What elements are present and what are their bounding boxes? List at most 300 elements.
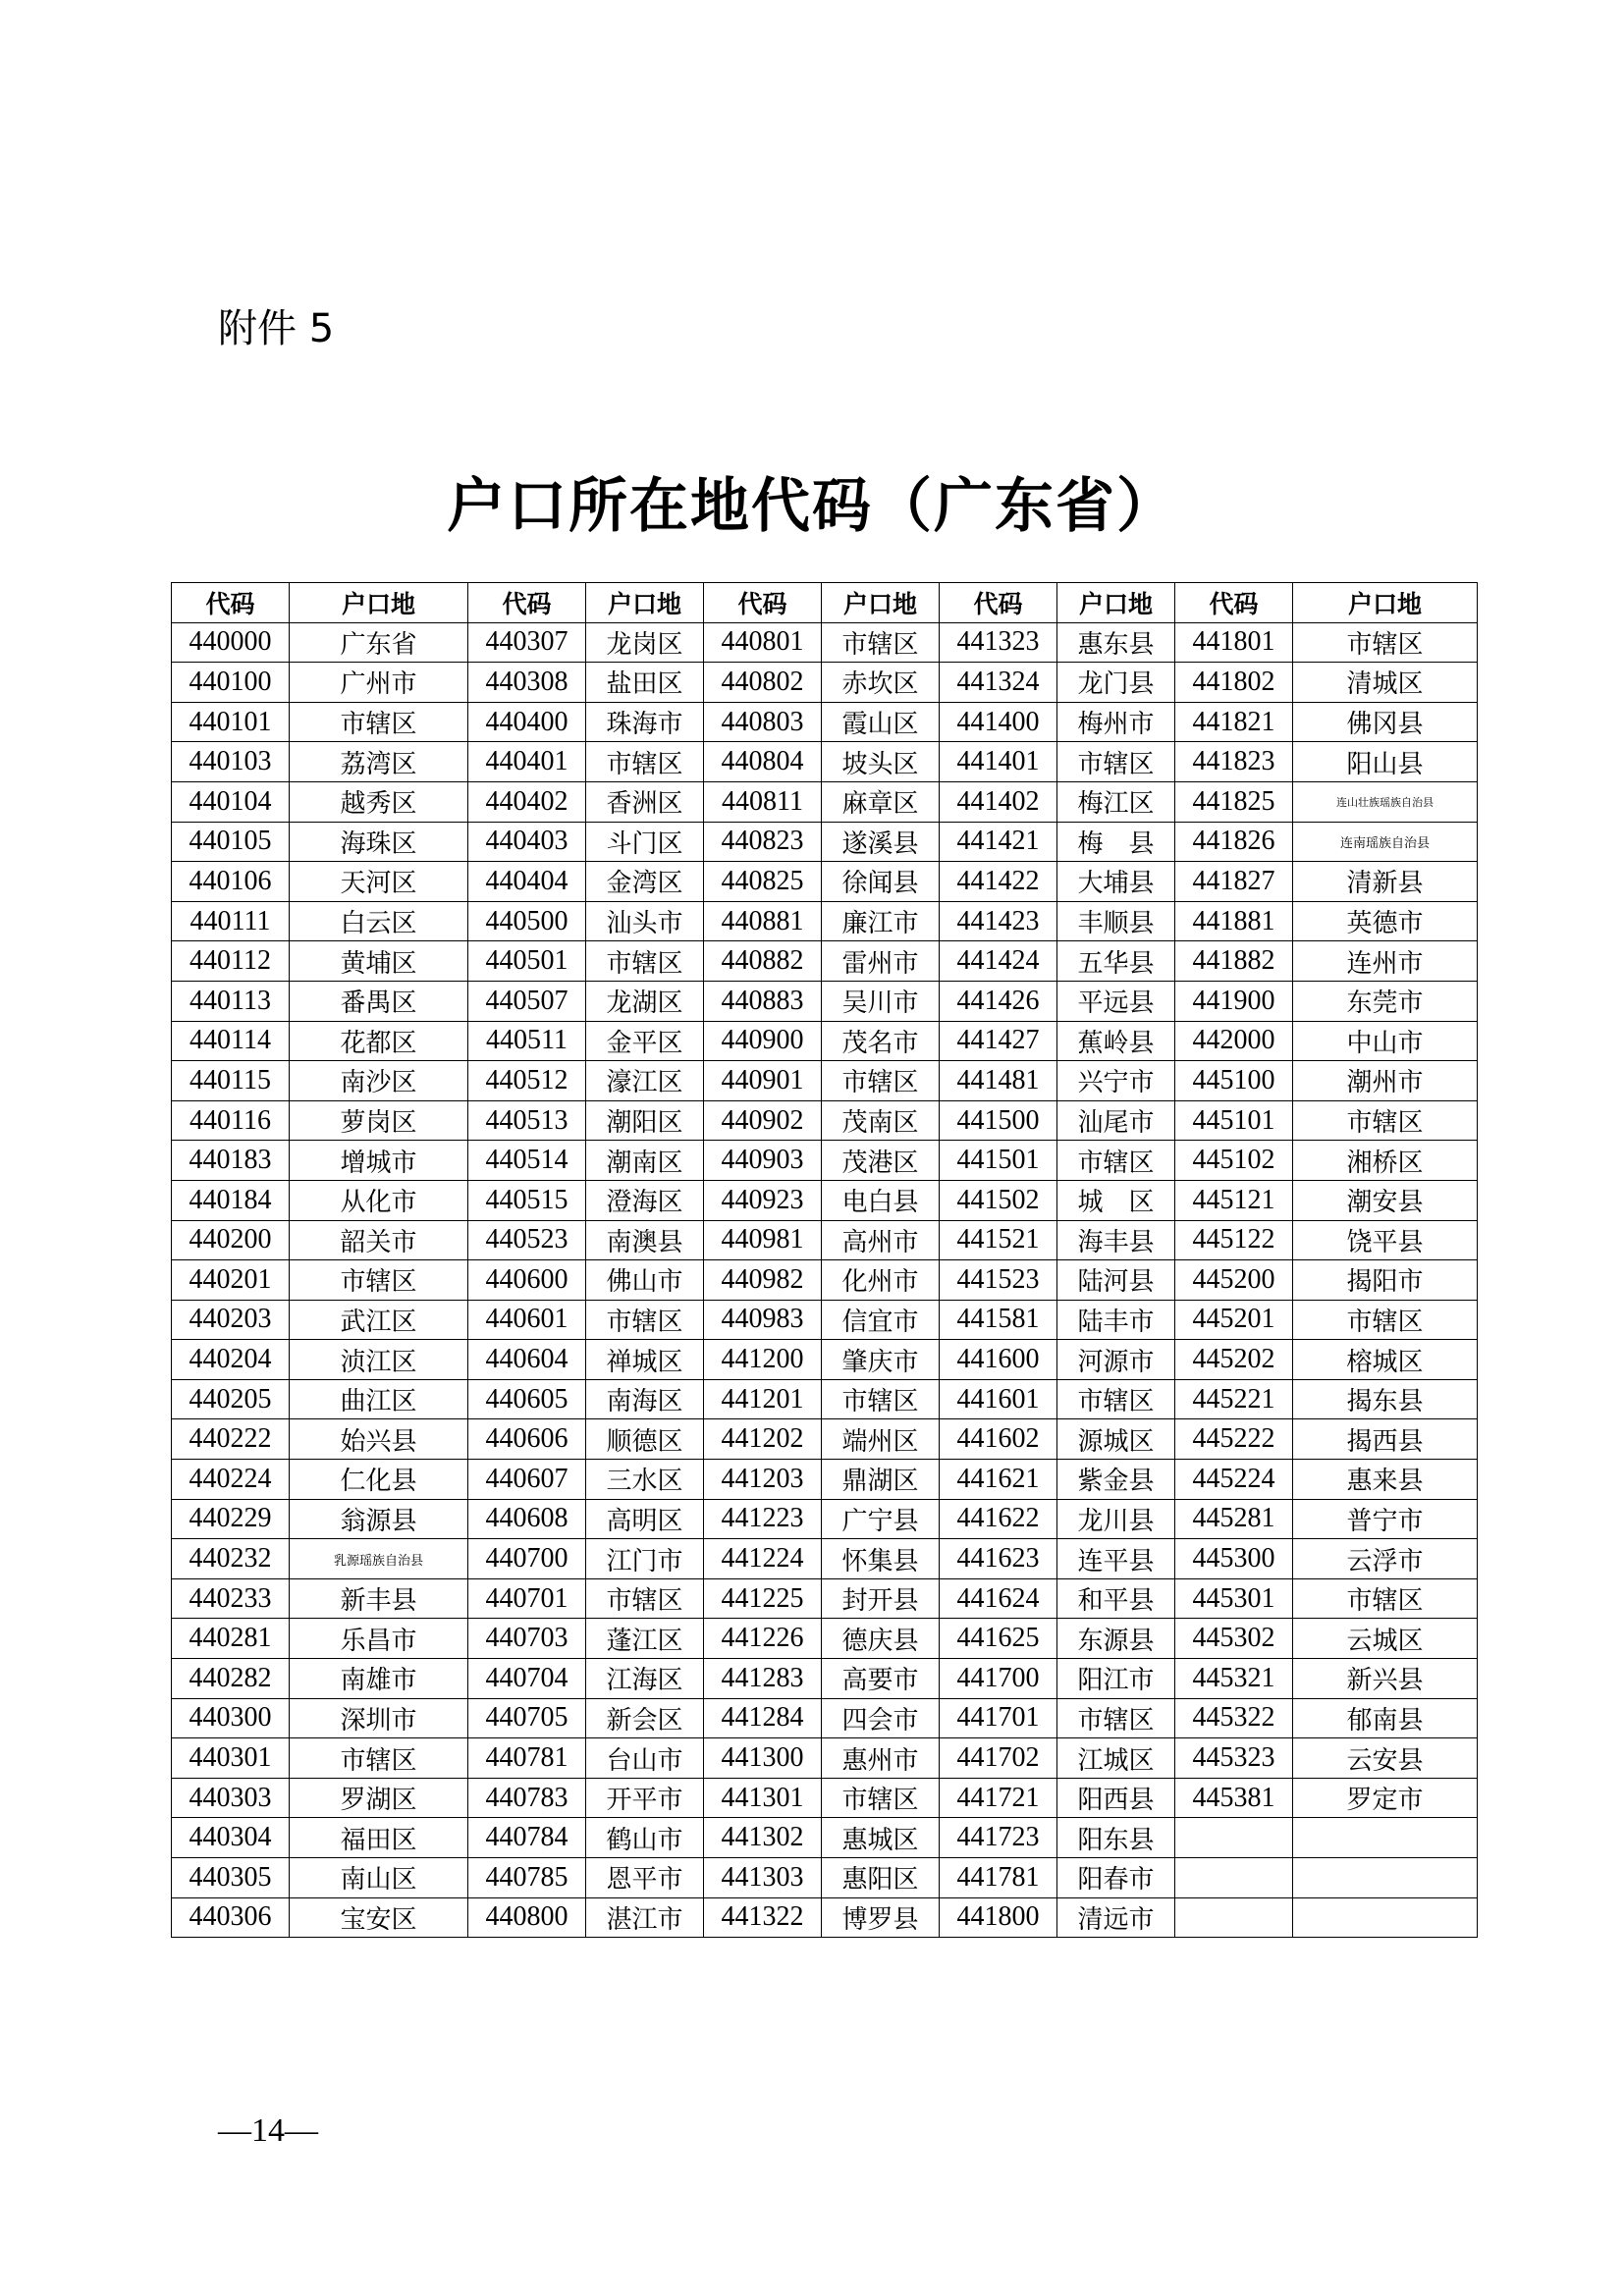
code-cell: 441823 — [1175, 742, 1293, 782]
code-cell: 441401 — [940, 742, 1057, 782]
table-body — [172, 622, 1478, 1938]
header-place-3: 户口地 — [822, 583, 940, 623]
table-row — [172, 781, 1478, 822]
place-cell: 清远市 — [1057, 1897, 1175, 1938]
place-cell: 市辖区 — [586, 742, 704, 782]
place-cell: 市辖区 — [290, 702, 468, 742]
code-cell: 441701 — [940, 1698, 1057, 1738]
code-cell: 441422 — [940, 862, 1057, 902]
header-code-2: 代码 — [468, 583, 586, 623]
code-cell: 440103 — [172, 742, 290, 782]
code-cell: 442000 — [1175, 1021, 1293, 1061]
place-cell: 开平市 — [586, 1778, 704, 1818]
place-cell: 市辖区 — [586, 1578, 704, 1619]
code-cell: 441700 — [940, 1659, 1057, 1699]
code-cell: 440785 — [468, 1858, 586, 1898]
code-cell: 440601 — [468, 1300, 586, 1340]
code-cell: 440113 — [172, 981, 290, 1021]
code-cell: 441201 — [704, 1379, 822, 1419]
code-cell: 440101 — [172, 702, 290, 742]
page-title: 户口所在地代码（广东省） — [447, 472, 1177, 541]
code-cell: 440222 — [172, 1419, 290, 1460]
region-code-table — [171, 582, 1478, 1938]
code-cell: 440308 — [468, 663, 586, 703]
place-cell: 市辖区 — [1293, 1100, 1478, 1141]
code-cell: 445202 — [1175, 1340, 1293, 1380]
place-cell: 市辖区 — [586, 941, 704, 982]
code-cell: 441283 — [704, 1659, 822, 1699]
code-cell: 445122 — [1175, 1220, 1293, 1260]
place-cell: 珠海市 — [586, 702, 704, 742]
place-cell: 市辖区 — [1057, 1698, 1175, 1738]
code-cell: 440400 — [468, 702, 586, 742]
code-cell: 440224 — [172, 1460, 290, 1500]
place-cell: 鼎湖区 — [822, 1460, 940, 1500]
place-cell: 番禺区 — [290, 981, 468, 1021]
table-row — [172, 1499, 1478, 1539]
place-cell: 电白县 — [822, 1180, 940, 1220]
place-cell: 大埔县 — [1057, 862, 1175, 902]
place-cell: 揭阳市 — [1293, 1260, 1478, 1301]
place-cell: 湛江市 — [586, 1897, 704, 1938]
place-cell: 茂港区 — [822, 1141, 940, 1181]
place-cell: 南海区 — [586, 1379, 704, 1419]
code-cell: 440803 — [704, 702, 822, 742]
place-cell: 封开县 — [822, 1578, 940, 1619]
place-cell: 廉江市 — [822, 901, 940, 941]
place-cell: 平远县 — [1057, 981, 1175, 1021]
place-cell: 阳西县 — [1057, 1778, 1175, 1818]
code-cell: 440825 — [704, 862, 822, 902]
code-cell: 440500 — [468, 901, 586, 941]
code-cell: 440801 — [704, 622, 822, 663]
code-cell: 445300 — [1175, 1539, 1293, 1579]
code-cell: 441900 — [1175, 981, 1293, 1021]
code-cell: 445301 — [1175, 1578, 1293, 1619]
place-cell: 惠州市 — [822, 1738, 940, 1779]
place-cell: 饶平县 — [1293, 1220, 1478, 1260]
code-cell: 445121 — [1175, 1180, 1293, 1220]
place-cell: 和平县 — [1057, 1578, 1175, 1619]
code-cell: 441825 — [1175, 781, 1293, 822]
code-cell: 445302 — [1175, 1619, 1293, 1659]
place-cell: 遂溪县 — [822, 822, 940, 862]
code-cell: 440404 — [468, 862, 586, 902]
place-cell: 云安县 — [1293, 1738, 1478, 1779]
place-cell: 金湾区 — [586, 862, 704, 902]
place-cell: 南澳县 — [586, 1220, 704, 1260]
place-cell: 市辖区 — [822, 1379, 940, 1419]
code-cell: 440513 — [468, 1100, 586, 1141]
place-cell: 普宁市 — [1293, 1499, 1478, 1539]
place-cell: 潮阳区 — [586, 1100, 704, 1141]
code-cell: 441723 — [940, 1818, 1057, 1858]
place-cell: 郁南县 — [1293, 1698, 1478, 1738]
code-cell: 441827 — [1175, 862, 1293, 902]
code-cell: 445100 — [1175, 1061, 1293, 1101]
code-cell: 440114 — [172, 1021, 290, 1061]
code-cell: 440282 — [172, 1659, 290, 1699]
code-cell: 440881 — [704, 901, 822, 941]
place-cell: 萝岗区 — [290, 1100, 468, 1141]
table-row — [172, 1778, 1478, 1818]
code-cell: 440800 — [468, 1897, 586, 1938]
place-cell: 曲江区 — [290, 1379, 468, 1419]
place-cell: 兴宁市 — [1057, 1061, 1175, 1101]
place-cell: 南沙区 — [290, 1061, 468, 1101]
place-cell: 坡头区 — [822, 742, 940, 782]
table-row — [172, 1858, 1478, 1898]
code-cell: 440000 — [172, 622, 290, 663]
place-cell — [1293, 1897, 1478, 1938]
place-cell: 江海区 — [586, 1659, 704, 1699]
place-cell: 仁化县 — [290, 1460, 468, 1500]
code-cell: 445221 — [1175, 1379, 1293, 1419]
code-cell: 440983 — [704, 1300, 822, 1340]
place-cell: 惠城区 — [822, 1818, 940, 1858]
place-cell: 盐田区 — [586, 663, 704, 703]
place-cell: 源城区 — [1057, 1419, 1175, 1460]
place-cell: 佛山市 — [586, 1260, 704, 1301]
place-cell: 清新县 — [1293, 862, 1478, 902]
code-cell: 440823 — [704, 822, 822, 862]
code-cell: 440203 — [172, 1300, 290, 1340]
code-cell: 440981 — [704, 1220, 822, 1260]
place-cell: 惠来县 — [1293, 1460, 1478, 1500]
code-cell: 440903 — [704, 1141, 822, 1181]
code-cell: 440200 — [172, 1220, 290, 1260]
place-cell: 吴川市 — [822, 981, 940, 1021]
code-cell: 441702 — [940, 1738, 1057, 1779]
place-cell: 端州区 — [822, 1419, 940, 1460]
place-cell: 龙门县 — [1057, 663, 1175, 703]
place-cell: 市辖区 — [1057, 1141, 1175, 1181]
code-cell: 440106 — [172, 862, 290, 902]
code-cell: 440303 — [172, 1778, 290, 1818]
table-row — [172, 1100, 1478, 1141]
place-cell: 始兴县 — [290, 1419, 468, 1460]
code-cell: 440781 — [468, 1738, 586, 1779]
table-row — [172, 702, 1478, 742]
code-cell: 441502 — [940, 1180, 1057, 1220]
place-cell: 花都区 — [290, 1021, 468, 1061]
table-row — [172, 1141, 1478, 1181]
code-cell: 440514 — [468, 1141, 586, 1181]
code-cell: 441424 — [940, 941, 1057, 982]
code-cell: 440204 — [172, 1340, 290, 1380]
code-cell: 445281 — [1175, 1499, 1293, 1539]
table-row — [172, 1818, 1478, 1858]
place-cell: 阳春市 — [1057, 1858, 1175, 1898]
place-cell: 英德市 — [1293, 901, 1478, 941]
place-cell: 清城区 — [1293, 663, 1478, 703]
code-cell: 441501 — [940, 1141, 1057, 1181]
table-row — [172, 1419, 1478, 1460]
code-cell: 441300 — [704, 1738, 822, 1779]
code-cell: 441225 — [704, 1578, 822, 1619]
code-cell: 441500 — [940, 1100, 1057, 1141]
code-cell: 441601 — [940, 1379, 1057, 1419]
code-cell: 440401 — [468, 742, 586, 782]
table-row — [172, 1578, 1478, 1619]
header-code-3: 代码 — [704, 583, 822, 623]
place-cell: 阳东县 — [1057, 1818, 1175, 1858]
code-cell: 441801 — [1175, 622, 1293, 663]
place-cell: 广州市 — [290, 663, 468, 703]
code-cell: 440811 — [704, 781, 822, 822]
table-row — [172, 822, 1478, 862]
header-place-5: 户口地 — [1293, 583, 1478, 623]
place-cell: 禅城区 — [586, 1340, 704, 1380]
table-row — [172, 1698, 1478, 1738]
code-cell: 441881 — [1175, 901, 1293, 941]
table-row — [172, 1300, 1478, 1340]
place-cell: 台山市 — [586, 1738, 704, 1779]
code-cell: 441721 — [940, 1778, 1057, 1818]
code-cell: 441800 — [940, 1897, 1057, 1938]
code-cell: 440100 — [172, 663, 290, 703]
code-cell: 441203 — [704, 1460, 822, 1500]
code-cell: 441301 — [704, 1778, 822, 1818]
code-cell: 440982 — [704, 1260, 822, 1301]
page-number: —14— — [218, 2112, 318, 2149]
header-place-4: 户口地 — [1057, 583, 1175, 623]
place-cell: 榕城区 — [1293, 1340, 1478, 1380]
header-place-1: 户口地 — [290, 583, 468, 623]
place-cell: 潮南区 — [586, 1141, 704, 1181]
code-cell: 441624 — [940, 1578, 1057, 1619]
place-cell: 高州市 — [822, 1220, 940, 1260]
code-cell: 440229 — [172, 1499, 290, 1539]
place-cell: 浈江区 — [290, 1340, 468, 1380]
code-cell: 441400 — [940, 702, 1057, 742]
code-cell: 441602 — [940, 1419, 1057, 1460]
code-cell: 440306 — [172, 1897, 290, 1938]
place-cell: 三水区 — [586, 1460, 704, 1500]
place-cell: 雷州市 — [822, 941, 940, 982]
code-cell: 445101 — [1175, 1100, 1293, 1141]
code-cell — [1175, 1858, 1293, 1898]
place-cell: 蓬江区 — [586, 1619, 704, 1659]
place-cell: 宝安区 — [290, 1897, 468, 1938]
code-cell: 440307 — [468, 622, 586, 663]
table-row — [172, 1180, 1478, 1220]
place-cell: 澄海区 — [586, 1180, 704, 1220]
place-cell: 恩平市 — [586, 1858, 704, 1898]
code-cell: 440512 — [468, 1061, 586, 1101]
code-cell: 440600 — [468, 1260, 586, 1301]
code-cell: 440507 — [468, 981, 586, 1021]
code-cell: 440606 — [468, 1419, 586, 1460]
place-cell: 汕尾市 — [1057, 1100, 1175, 1141]
code-cell: 440701 — [468, 1578, 586, 1619]
place-cell: 市辖区 — [586, 1300, 704, 1340]
code-cell: 440281 — [172, 1619, 290, 1659]
place-cell: 武江区 — [290, 1300, 468, 1340]
code-cell: 440183 — [172, 1141, 290, 1181]
place-cell: 肇庆市 — [822, 1340, 940, 1380]
code-cell: 441223 — [704, 1499, 822, 1539]
code-cell: 445322 — [1175, 1698, 1293, 1738]
place-cell: 城 区 — [1057, 1180, 1175, 1220]
place-cell: 龙川县 — [1057, 1499, 1175, 1539]
code-cell: 440501 — [468, 941, 586, 982]
code-cell — [1175, 1897, 1293, 1938]
code-cell: 441481 — [940, 1061, 1057, 1101]
code-cell: 440205 — [172, 1379, 290, 1419]
place-cell: 霞山区 — [822, 702, 940, 742]
code-cell: 441226 — [704, 1619, 822, 1659]
place-cell: 龙湖区 — [586, 981, 704, 1021]
place-cell: 阳山县 — [1293, 742, 1478, 782]
place-cell: 韶关市 — [290, 1220, 468, 1260]
place-cell: 市辖区 — [822, 1778, 940, 1818]
header-place-2: 户口地 — [586, 583, 704, 623]
code-cell: 441302 — [704, 1818, 822, 1858]
code-cell: 441521 — [940, 1220, 1057, 1260]
code-cell: 441426 — [940, 981, 1057, 1021]
place-cell: 陆河县 — [1057, 1260, 1175, 1301]
place-cell: 罗定市 — [1293, 1778, 1478, 1818]
place-cell: 斗门区 — [586, 822, 704, 862]
code-cell: 441427 — [940, 1021, 1057, 1061]
place-cell: 丰顺县 — [1057, 901, 1175, 941]
place-cell: 乳源瑶族自治县 — [290, 1539, 468, 1579]
place-cell: 麻章区 — [822, 781, 940, 822]
place-cell: 惠阳区 — [822, 1858, 940, 1898]
place-cell: 连南瑶族自治县 — [1293, 822, 1478, 862]
place-cell: 黄埔区 — [290, 941, 468, 982]
place-cell: 新会区 — [586, 1698, 704, 1738]
table-row — [172, 901, 1478, 941]
place-cell: 怀集县 — [822, 1539, 940, 1579]
place-cell: 连平县 — [1057, 1539, 1175, 1579]
code-cell: 441202 — [704, 1419, 822, 1460]
code-cell: 441802 — [1175, 663, 1293, 703]
place-cell: 新丰县 — [290, 1578, 468, 1619]
code-cell: 441402 — [940, 781, 1057, 822]
place-cell: 白云区 — [290, 901, 468, 941]
code-cell: 441224 — [704, 1539, 822, 1579]
code-cell: 440301 — [172, 1738, 290, 1779]
code-cell: 440523 — [468, 1220, 586, 1260]
place-cell: 荔湾区 — [290, 742, 468, 782]
code-cell — [1175, 1818, 1293, 1858]
table-row — [172, 622, 1478, 663]
place-cell: 深圳市 — [290, 1698, 468, 1738]
place-cell: 佛冈县 — [1293, 702, 1478, 742]
table-row — [172, 1061, 1478, 1101]
code-cell: 440511 — [468, 1021, 586, 1061]
place-cell: 市辖区 — [822, 1061, 940, 1101]
place-cell: 江门市 — [586, 1539, 704, 1579]
place-cell — [1293, 1858, 1478, 1898]
place-cell: 增城市 — [290, 1141, 468, 1181]
place-cell: 天河区 — [290, 862, 468, 902]
place-cell: 市辖区 — [1293, 1300, 1478, 1340]
place-cell: 海丰县 — [1057, 1220, 1175, 1260]
code-cell: 440923 — [704, 1180, 822, 1220]
place-cell: 福田区 — [290, 1818, 468, 1858]
code-cell: 440184 — [172, 1180, 290, 1220]
code-cell: 445381 — [1175, 1778, 1293, 1818]
code-cell: 440112 — [172, 941, 290, 982]
code-cell: 441623 — [940, 1539, 1057, 1579]
table-row — [172, 1539, 1478, 1579]
code-cell: 440300 — [172, 1698, 290, 1738]
code-cell: 440515 — [468, 1180, 586, 1220]
place-cell: 乐昌市 — [290, 1619, 468, 1659]
code-cell: 440111 — [172, 901, 290, 941]
place-cell: 濠江区 — [586, 1061, 704, 1101]
place-cell: 市辖区 — [1057, 742, 1175, 782]
table-row — [172, 1260, 1478, 1301]
code-cell: 440201 — [172, 1260, 290, 1301]
place-cell: 顺德区 — [586, 1419, 704, 1460]
place-cell: 新兴县 — [1293, 1659, 1478, 1699]
place-cell: 市辖区 — [1293, 1578, 1478, 1619]
code-cell: 440607 — [468, 1460, 586, 1500]
code-cell: 440704 — [468, 1659, 586, 1699]
table-header-row — [172, 583, 1478, 623]
code-cell: 441200 — [704, 1340, 822, 1380]
place-cell: 惠东县 — [1057, 622, 1175, 663]
place-cell: 德庆县 — [822, 1619, 940, 1659]
place-cell: 从化市 — [290, 1180, 468, 1220]
code-cell: 440232 — [172, 1539, 290, 1579]
code-cell: 440105 — [172, 822, 290, 862]
place-cell: 信宜市 — [822, 1300, 940, 1340]
place-cell: 阳江市 — [1057, 1659, 1175, 1699]
header-code-5: 代码 — [1175, 583, 1293, 623]
table-row — [172, 1220, 1478, 1260]
code-cell: 440882 — [704, 941, 822, 982]
place-cell: 越秀区 — [290, 781, 468, 822]
code-cell: 441826 — [1175, 822, 1293, 862]
place-cell: 市辖区 — [1293, 622, 1478, 663]
code-cell: 440700 — [468, 1539, 586, 1579]
place-cell: 梅 县 — [1057, 822, 1175, 862]
place-cell: 中山市 — [1293, 1021, 1478, 1061]
code-cell: 445222 — [1175, 1419, 1293, 1460]
place-cell: 化州市 — [822, 1260, 940, 1301]
code-cell: 440305 — [172, 1858, 290, 1898]
table-row — [172, 862, 1478, 902]
table-row — [172, 941, 1478, 982]
code-cell: 440902 — [704, 1100, 822, 1141]
place-cell: 博罗县 — [822, 1897, 940, 1938]
code-cell: 440116 — [172, 1100, 290, 1141]
place-cell: 陆丰市 — [1057, 1300, 1175, 1340]
code-cell: 440703 — [468, 1619, 586, 1659]
code-cell: 440901 — [704, 1061, 822, 1101]
place-cell: 河源市 — [1057, 1340, 1175, 1380]
table-row — [172, 1379, 1478, 1419]
place-cell: 江城区 — [1057, 1738, 1175, 1779]
code-cell: 445201 — [1175, 1300, 1293, 1340]
code-cell: 440104 — [172, 781, 290, 822]
code-cell: 441821 — [1175, 702, 1293, 742]
code-cell: 441423 — [940, 901, 1057, 941]
code-cell: 440233 — [172, 1578, 290, 1619]
code-cell: 441523 — [940, 1260, 1057, 1301]
table-row — [172, 1738, 1478, 1779]
table-row — [172, 1340, 1478, 1380]
code-cell: 441323 — [940, 622, 1057, 663]
code-cell: 441781 — [940, 1858, 1057, 1898]
code-cell: 441322 — [704, 1897, 822, 1938]
place-cell: 南雄市 — [290, 1659, 468, 1699]
